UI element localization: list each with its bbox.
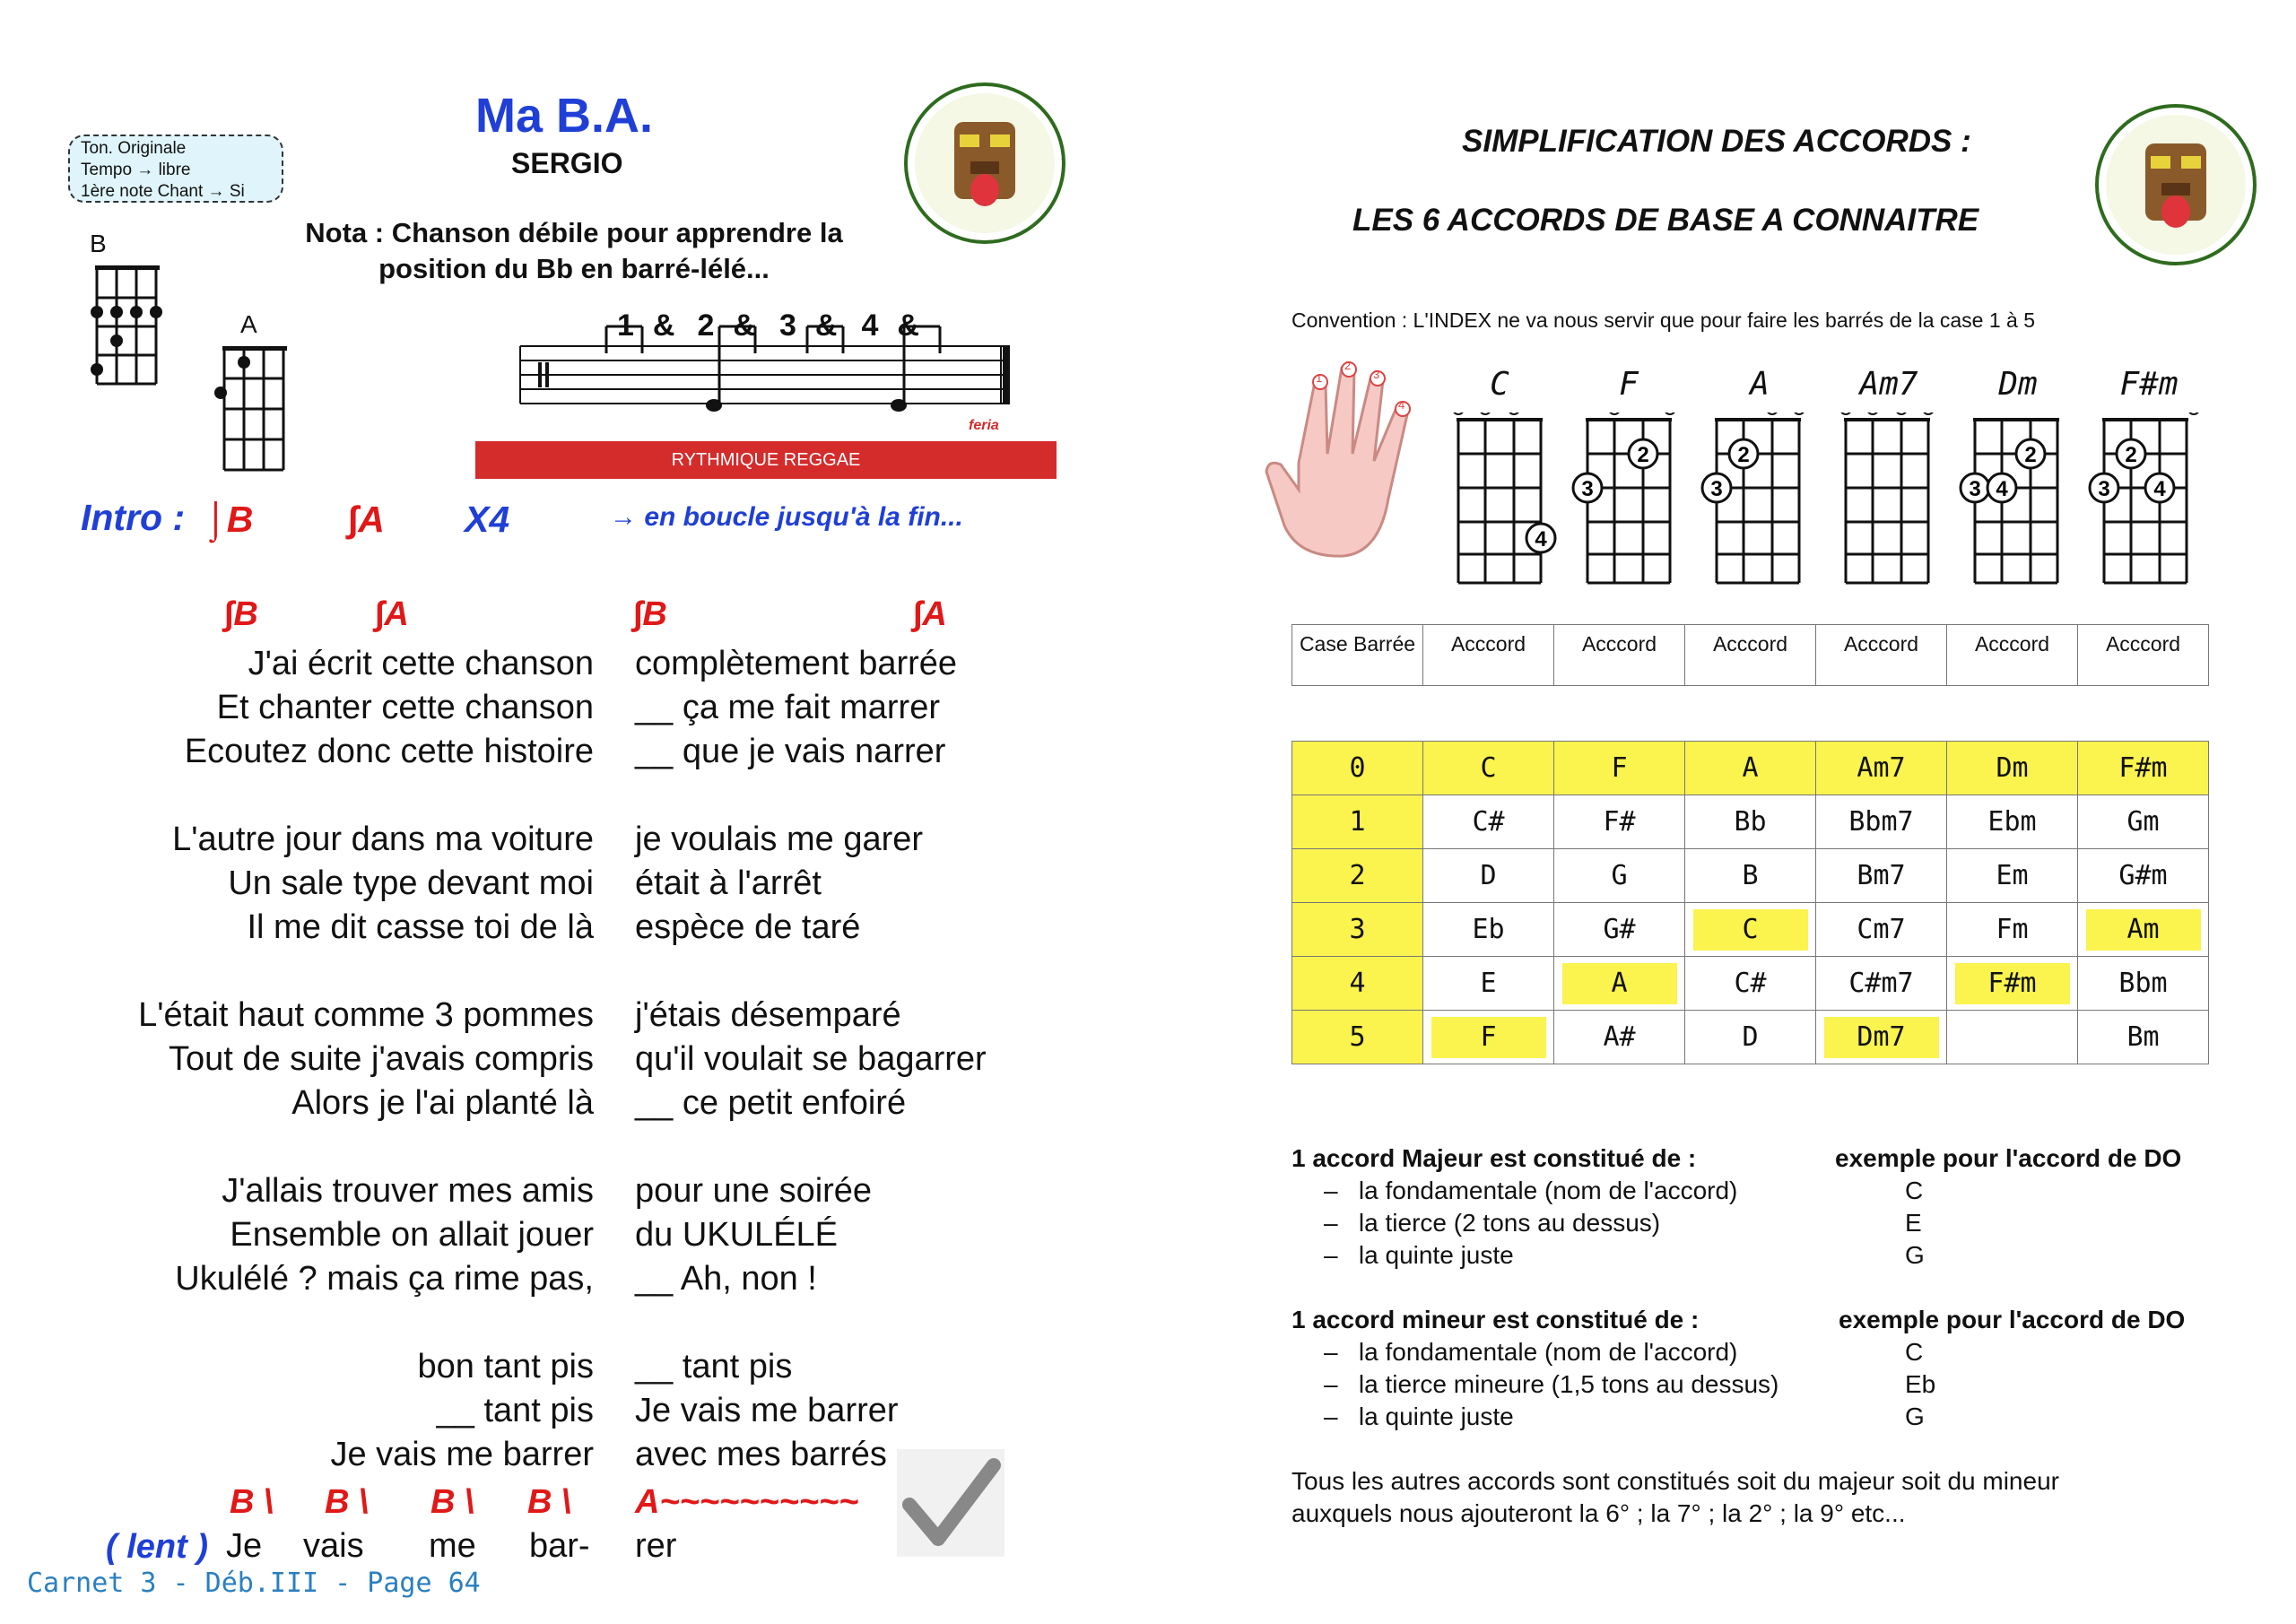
table-cell: F# bbox=[1554, 795, 1685, 849]
table-cell bbox=[1816, 1011, 1947, 1064]
lyric-line: Un sale type devant moi bbox=[228, 864, 594, 902]
table-cell: G# bbox=[1554, 903, 1685, 957]
chord-diagram-a bbox=[212, 339, 301, 473]
svg-text:3: 3 bbox=[1581, 477, 1594, 501]
finger-number: 4 bbox=[1398, 398, 1405, 412]
table-row bbox=[1292, 742, 2209, 795]
ending-chord: A~~~~~~~~~~ bbox=[635, 1483, 859, 1521]
note: Eb bbox=[1905, 1370, 1936, 1398]
table-cell: A# bbox=[1554, 1011, 1685, 1064]
table-cell: E bbox=[1423, 957, 1554, 1011]
tiki-logo bbox=[2095, 104, 2257, 265]
rhythm-count-item: & bbox=[652, 308, 676, 343]
svg-text:2: 2 bbox=[1637, 443, 1649, 467]
svg-text:4: 4 bbox=[1535, 527, 1547, 551]
lyric-line: qu'il voulait se bagarrer bbox=[635, 1040, 987, 1078]
info-line: Ton. Originale bbox=[81, 139, 187, 158]
lyric-line: complètement barrée bbox=[635, 645, 958, 682]
mineur-heading: 1 accord mineur est constitué de : bbox=[1292, 1306, 1700, 1333]
ending-chord: B \ bbox=[430, 1483, 474, 1521]
table-row bbox=[1292, 795, 2209, 849]
lyric-line: Je vais me barrer bbox=[635, 1392, 899, 1429]
lyric-line: pour une soirée bbox=[635, 1172, 873, 1210]
chord-name: Am7 bbox=[1859, 366, 1918, 403]
info-line: 1ère note Chant → Si bbox=[81, 182, 245, 201]
table-cell: Bb bbox=[1685, 795, 1816, 849]
stanza-gap bbox=[138, 774, 594, 818]
ending-chord: B \ bbox=[230, 1483, 274, 1521]
table-cell: Fm bbox=[1947, 903, 2078, 957]
highlighted-chord: Dm7 bbox=[1824, 1017, 1939, 1058]
stanza-gap bbox=[138, 1301, 594, 1345]
table-cell: D bbox=[1685, 1011, 1816, 1064]
stanza-gap bbox=[635, 1301, 987, 1345]
lyric-line: __ tant pis bbox=[436, 1392, 594, 1429]
highlighted-chord: F bbox=[1431, 1017, 1546, 1058]
rhythm-count-item: 2 bbox=[697, 308, 716, 343]
right-title-2: LES 6 ACCORDS DE BASE A CONNAITRE bbox=[1352, 203, 1979, 238]
table-header-cell: Acccord bbox=[1947, 625, 2078, 686]
lyric-line: Alors je l'ai planté là bbox=[291, 1084, 594, 1122]
svg-text:2: 2 bbox=[2125, 443, 2137, 467]
chord-name: F bbox=[1619, 366, 1639, 403]
table-cell: Ebm bbox=[1947, 795, 2078, 849]
convention-text: Convention : L'INDEX ne va nous servir que pour faire les barrés de la case 1 à 5 bbox=[1292, 308, 2036, 332]
list-item: – la quinte juste bbox=[1324, 1241, 1514, 1269]
table-cell: F#m bbox=[2078, 742, 2209, 795]
table-cell: C bbox=[1423, 742, 1554, 795]
ending-word: me bbox=[429, 1527, 476, 1565]
list-item: – la fondamentale (nom de l'accord) bbox=[1324, 1177, 1738, 1204]
svg-text:3: 3 bbox=[1710, 477, 1723, 501]
lyric-line: __ tant pis bbox=[635, 1348, 793, 1385]
table-cell: 4 bbox=[1292, 957, 1423, 1011]
finger-number: 3 bbox=[1373, 368, 1380, 381]
chord-name: Dm bbox=[1998, 366, 2038, 403]
rhythm-label: RYTHMIQUE REGGAE bbox=[475, 441, 1057, 479]
table-cell: Bm bbox=[2078, 1011, 2209, 1064]
ending-word: vais bbox=[303, 1527, 364, 1565]
highlighted-chord: Am bbox=[2086, 909, 2201, 951]
note: G bbox=[1905, 1403, 1925, 1430]
lyric-line: J'allais trouver mes amis bbox=[222, 1172, 594, 1210]
table-cell: Em bbox=[1947, 849, 2078, 903]
table-cell: F bbox=[1554, 742, 1685, 795]
rhythm-brand: feria bbox=[969, 418, 999, 433]
lyric-line: Il me dit casse toi de là bbox=[247, 908, 594, 946]
lyric-line: L'autre jour dans ma voiture bbox=[172, 821, 594, 858]
rhythm-count bbox=[617, 308, 920, 343]
chord-diagram-b bbox=[84, 258, 174, 393]
table-cell bbox=[1947, 957, 2078, 1011]
list-item: – la tierce (2 tons au dessus) bbox=[1324, 1209, 1661, 1237]
chord-grids bbox=[1435, 413, 2224, 592]
table-row bbox=[1292, 957, 2209, 1011]
table-cell: 3 bbox=[1292, 903, 1423, 957]
lyric-line: Ukulélé ? mais ça rime pas, bbox=[175, 1260, 594, 1298]
note: C bbox=[1905, 1338, 1924, 1366]
table-header-cell: Acccord bbox=[1685, 625, 1816, 686]
table-cell: D bbox=[1423, 849, 1554, 903]
table-cell: Eb bbox=[1423, 903, 1554, 957]
majeur-list bbox=[1324, 1175, 1737, 1272]
lyric-line: espèce de taré bbox=[635, 908, 861, 946]
chord-table-header bbox=[1292, 624, 2209, 686]
list-item-text: la tierce mineure (1,5 tons au dessus) bbox=[1358, 1370, 1779, 1398]
table-cell: C# bbox=[1685, 957, 1816, 1011]
table-header-cell: Acccord bbox=[1554, 625, 1685, 686]
table-cell: Am7 bbox=[1816, 742, 1947, 795]
verse-chord: ∫B bbox=[224, 595, 258, 633]
list-item-text: la fondamentale (nom de l'accord) bbox=[1358, 1177, 1738, 1204]
table-cell: 1 bbox=[1292, 795, 1423, 849]
table-row bbox=[1292, 625, 2209, 686]
table-cell: 5 bbox=[1292, 1011, 1423, 1064]
ending-chord: B \ bbox=[325, 1483, 369, 1521]
list-item-text: la quinte juste bbox=[1358, 1241, 1514, 1269]
lyric-line: L'était haut comme 3 pommes bbox=[138, 996, 594, 1034]
lyric-line: __ que je vais narrer bbox=[635, 733, 946, 770]
note: G bbox=[1905, 1241, 1925, 1269]
verse-chord: ∫B bbox=[633, 595, 667, 633]
lyric-line: __ Ah, non ! bbox=[635, 1260, 817, 1298]
hand-icon bbox=[1263, 355, 1433, 570]
mineur-notes bbox=[1905, 1336, 1935, 1433]
table-header-cell: Acccord bbox=[1423, 625, 1554, 686]
svg-text:3: 3 bbox=[2098, 477, 2110, 501]
list-item: – la quinte juste bbox=[1324, 1403, 1514, 1430]
ending-tempo-label: ( lent ) bbox=[106, 1528, 208, 1566]
table-cell: Cm7 bbox=[1816, 903, 1947, 957]
stanza-gap bbox=[635, 774, 987, 818]
intro-chord: ⌡B bbox=[204, 499, 254, 540]
rhythm-count-item: & bbox=[897, 308, 920, 343]
lyric-line: bon tant pis bbox=[417, 1348, 594, 1385]
nota-line: position du Bb en barré-lélé... bbox=[378, 253, 770, 284]
tiki-mask-icon bbox=[908, 86, 1062, 240]
intro-label: Intro : bbox=[81, 497, 186, 538]
rhythm-count-item: 3 bbox=[778, 308, 797, 343]
table-row bbox=[1292, 1011, 2209, 1064]
lyric-line: Ecoutez donc cette histoire bbox=[184, 733, 594, 770]
ending-word: rer bbox=[635, 1527, 677, 1565]
list-item-text: la fondamentale (nom de l'accord) bbox=[1358, 1338, 1738, 1366]
nota-text bbox=[242, 215, 906, 287]
page-footer: Carnet 3 - Déb.III - Page 64 bbox=[27, 1568, 481, 1599]
table-header-cell: Acccord bbox=[2078, 625, 2209, 686]
tiki-mask-icon bbox=[2099, 108, 2253, 262]
ending-word: Je bbox=[226, 1527, 263, 1565]
lyric-line: __ ça me fait marrer bbox=[635, 689, 940, 726]
mineur-example-heading: exemple pour l'accord de DO bbox=[1839, 1306, 2186, 1333]
ending-word: bar- bbox=[529, 1527, 590, 1565]
stanza-gap bbox=[138, 950, 594, 994]
table-row bbox=[1292, 849, 2209, 903]
table-cell: G#m bbox=[2078, 849, 2209, 903]
table-header-cell: Case Barrée bbox=[1292, 625, 1423, 686]
intro-note: → en boucle jusqu'à la fin... bbox=[610, 502, 963, 532]
table-cell: 0 bbox=[1292, 742, 1423, 795]
stanza-gap bbox=[138, 1125, 594, 1169]
finger-number: 2 bbox=[1344, 359, 1352, 372]
lyric-line: __ ce petit enfoiré bbox=[635, 1084, 907, 1122]
lyric-line: Ensemble on allait jouer bbox=[230, 1216, 594, 1254]
table-cell: Dm bbox=[1947, 742, 2078, 795]
table-cell: B bbox=[1685, 849, 1816, 903]
finger-number: 1 bbox=[1316, 371, 1323, 385]
list-item: – la fondamentale (nom de l'accord) bbox=[1324, 1338, 1738, 1366]
list-item: – la tierce mineure (1,5 tons au dessus) bbox=[1324, 1370, 1779, 1398]
song-info-box bbox=[68, 135, 283, 203]
lyric-line: Je vais me barrer bbox=[330, 1436, 594, 1473]
chord-name: F#m bbox=[2119, 366, 2179, 403]
lyric-line: J'ai écrit cette chanson bbox=[248, 645, 594, 682]
table-cell bbox=[1947, 1011, 2078, 1064]
right-title-1: SIMPLIFICATION DES ACCORDS : bbox=[1462, 124, 1971, 159]
intro-repeat: X4 bbox=[465, 499, 510, 540]
info-line: Tempo → libre bbox=[81, 161, 191, 179]
chord-name: C bbox=[1490, 366, 1509, 403]
lyrics-right-column bbox=[635, 642, 987, 1477]
table-cell: Gm bbox=[2078, 795, 2209, 849]
lyric-line: j'étais désemparé bbox=[635, 996, 901, 1034]
verse-chord: ∫A bbox=[913, 595, 947, 633]
table-cell: Bbm7 bbox=[1816, 795, 1947, 849]
lyrics-left-column bbox=[138, 642, 594, 1477]
highlighted-chord: F#m bbox=[1955, 963, 2070, 1004]
majeur-example-heading: exemple pour l'accord de DO bbox=[1835, 1144, 2182, 1172]
tiki-logo bbox=[904, 83, 1065, 244]
table-cell bbox=[1554, 957, 1685, 1011]
song-title: Ma B.A. bbox=[475, 89, 654, 143]
table-cell: Bm7 bbox=[1816, 849, 1947, 903]
conclusion-line: Tous les autres accords sont constitués soit du majeur soit du mineur bbox=[1292, 1467, 2059, 1495]
note: C bbox=[1905, 1177, 1924, 1204]
lyric-line: Tout de suite j'avais compris bbox=[168, 1040, 594, 1078]
rhythm-count-item: 1 bbox=[617, 308, 635, 343]
svg-text:2: 2 bbox=[1737, 443, 1750, 467]
list-item-text: la quinte juste bbox=[1358, 1403, 1514, 1430]
chord-diagram-label: A bbox=[240, 310, 257, 338]
table-row bbox=[1292, 903, 2209, 957]
svg-text:4: 4 bbox=[1996, 477, 2008, 501]
nota-line: Nota : Chanson débile pour apprendre la bbox=[305, 217, 843, 248]
lyric-line: avec mes barrés bbox=[635, 1436, 887, 1473]
table-cell bbox=[2078, 903, 2209, 957]
rhythm-count-item: & bbox=[733, 308, 756, 343]
chord-diagram-label: B bbox=[90, 230, 107, 257]
rhythm-count-item: & bbox=[814, 308, 839, 343]
table-cell: Bbm bbox=[2078, 957, 2209, 1011]
table-cell bbox=[1685, 903, 1816, 957]
table-header-cell: Acccord bbox=[1816, 625, 1947, 686]
song-artist: SERGIO bbox=[511, 147, 623, 179]
lyric-line: du UKULÉLÉ bbox=[635, 1216, 839, 1254]
svg-text:2: 2 bbox=[2024, 443, 2037, 467]
majeur-notes bbox=[1905, 1175, 1925, 1272]
highlighted-chord: C bbox=[1693, 909, 1808, 951]
table-cell: A bbox=[1685, 742, 1816, 795]
chord-name: A bbox=[1750, 366, 1770, 403]
list-item-text: la tierce (2 tons au dessus) bbox=[1358, 1209, 1661, 1237]
ending-chord: B \ bbox=[527, 1483, 571, 1521]
conclusion-line: auxquels nous ajouteront la 6° ; la 7° ; la 2° ; la 9° etc... bbox=[1292, 1499, 1906, 1527]
table-cell: 2 bbox=[1292, 849, 1423, 903]
table-cell bbox=[1423, 1011, 1554, 1064]
table-cell: G bbox=[1554, 849, 1685, 903]
checkmark-icon bbox=[897, 1449, 1004, 1557]
verse-chord: ∫A bbox=[375, 595, 409, 633]
table-cell: C# bbox=[1423, 795, 1554, 849]
chord-transposition-table bbox=[1292, 741, 2209, 1064]
lyric-line: je voulais me garer bbox=[635, 821, 924, 858]
rhythm-count-item: 4 bbox=[861, 308, 880, 343]
svg-text:4: 4 bbox=[2153, 477, 2166, 501]
conclusion-text bbox=[1292, 1465, 2059, 1530]
mineur-list bbox=[1324, 1336, 1779, 1433]
lyric-line: Et chanter cette chanson bbox=[216, 689, 594, 726]
highlighted-chord: A bbox=[1562, 963, 1677, 1004]
note: E bbox=[1905, 1209, 1922, 1237]
table-cell: C#m7 bbox=[1816, 957, 1947, 1011]
stanza-gap bbox=[635, 950, 987, 994]
svg-text:3: 3 bbox=[1969, 477, 1981, 501]
intro-chord: ∫A bbox=[348, 499, 385, 540]
lyric-line: était à l'arrêt bbox=[635, 864, 822, 902]
stanza-gap bbox=[635, 1125, 987, 1169]
majeur-heading: 1 accord Majeur est constitué de : bbox=[1292, 1144, 1697, 1172]
